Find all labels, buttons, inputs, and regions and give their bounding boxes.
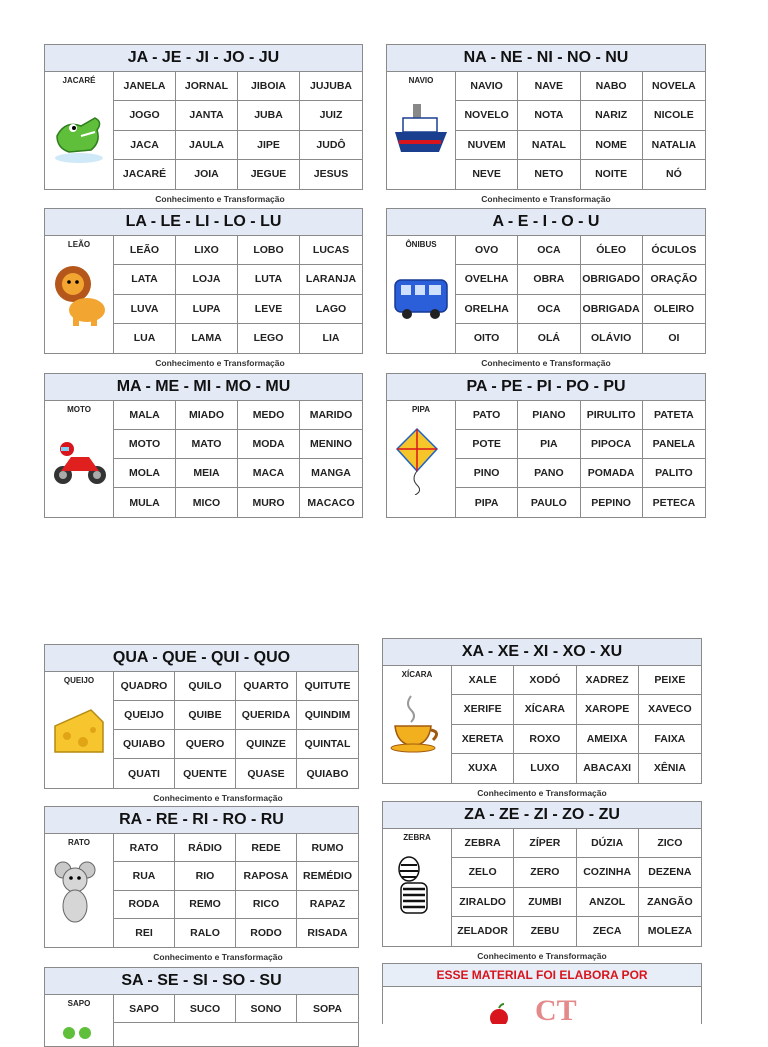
word-cell: LUPA (176, 295, 238, 324)
lion-icon (51, 260, 107, 330)
mouse-icon (51, 858, 107, 928)
apple-icon (487, 1002, 511, 1024)
crocodile-icon (51, 96, 107, 166)
word-cell: NOVELA (643, 72, 705, 101)
word-cell: POMADA (581, 459, 643, 488)
word-cell: LARANJA (300, 265, 362, 294)
word-cell: NEVE (456, 160, 518, 189)
word-cell: RODO (236, 919, 297, 947)
word-cell: JUJUBA (300, 72, 362, 101)
syllable-card-vowels (386, 208, 706, 354)
word-cell: XADREZ (577, 666, 639, 695)
word-cell: LEVE (238, 295, 300, 324)
word-cell: XUXA (452, 754, 514, 783)
word-cell: RICO (236, 891, 297, 919)
word-cell: NAVE (518, 72, 580, 101)
picture-panel (45, 995, 114, 1046)
word-cell: PANELA (643, 430, 705, 459)
word-cell: ZEBU (514, 917, 576, 946)
word-cell: PATETA (643, 401, 705, 430)
word-cell: PATO (456, 401, 518, 430)
card-title: NA - NE - NI - NO - NU (387, 45, 705, 72)
word-cell: PIRULITO (581, 401, 643, 430)
word-cell: LUA (114, 324, 176, 353)
card-title: PA - PE - PI - PO - PU (387, 374, 705, 401)
word-cell: LATA (114, 265, 176, 294)
ship-icon (393, 96, 449, 166)
picture-label: JACARÉ (62, 76, 96, 85)
word-cell: QUITUTE (297, 672, 358, 701)
picture-label: ÔNIBUS (405, 240, 437, 249)
word-cell: XERETA (452, 725, 514, 754)
word-cell: PEPINO (581, 488, 643, 517)
word-cell: QUIABO (114, 730, 175, 759)
word-cell: LAMA (176, 324, 238, 353)
picture-panel (387, 236, 456, 353)
word-cell: COZINHA (577, 858, 639, 887)
word-cell: MODA (238, 430, 300, 459)
word-cell: NUVEM (456, 131, 518, 160)
word-cell: OLEIRO (643, 295, 705, 324)
word-cell: ROXO (514, 725, 576, 754)
picture-label: PIPA (411, 405, 431, 414)
word-cell: QUERIDA (236, 701, 297, 730)
word-cell: REMÉDIO (297, 862, 358, 890)
word-cell: SOPA (297, 995, 358, 1023)
word-cell: MARIDO (300, 401, 362, 430)
word-cell: NARIZ (581, 101, 643, 130)
word-cell: JAULA (176, 131, 238, 160)
word-cell: RUA (114, 862, 175, 890)
word-cell: POTE (456, 430, 518, 459)
word-cell: ZECA (577, 917, 639, 946)
word-cell: QUILO (175, 672, 236, 701)
word-cell: PEIXE (639, 666, 701, 695)
picture-label: NAVIO (408, 76, 434, 85)
word-cell: SONO (236, 995, 297, 1023)
teacup-icon (389, 690, 445, 760)
card-footer: Conhecimento e Transformação (481, 358, 611, 368)
word-cell: ABACAXI (577, 754, 639, 783)
word-cell: LUVA (114, 295, 176, 324)
word-cell: XÍCARA (514, 695, 576, 724)
word-cell: OVO (456, 236, 518, 265)
word-cell: NOVELO (456, 101, 518, 130)
word-cell: LOJA (176, 265, 238, 294)
word-cell: MIADO (176, 401, 238, 430)
word-cell: PIPA (456, 488, 518, 517)
word-cell: RUMO (297, 834, 358, 862)
card-title: XA - XE - XI - XO - XU (383, 639, 701, 666)
word-cell: JUIZ (300, 101, 362, 130)
word-cell: NATALIA (643, 131, 705, 160)
syllable-card-qua (44, 644, 359, 789)
word-cell: QUENTE (175, 759, 236, 788)
picture-label: SAPO (67, 999, 91, 1008)
word-cell: ZERO (514, 858, 576, 887)
word-cell: LAGO (300, 295, 362, 324)
card-title: A - E - I - O - U (387, 209, 705, 236)
word-cell: LEÃO (114, 236, 176, 265)
word-cell: RÁDIO (175, 834, 236, 862)
card-footer: Conhecimento e Transformação (153, 952, 283, 962)
picture-label: RATO (68, 838, 90, 847)
word-cell: QUINTAL (297, 730, 358, 759)
picture-panel (387, 72, 456, 189)
word-cell: MENINO (300, 430, 362, 459)
kite-icon (393, 425, 449, 495)
word-cell: PALITO (643, 459, 705, 488)
word-cell: QUARTO (236, 672, 297, 701)
picture-panel (45, 672, 114, 788)
picture-label: MOTO (67, 405, 91, 414)
word-cell: RIO (175, 862, 236, 890)
word-cell: MACA (238, 459, 300, 488)
word-cell: OBRA (518, 265, 580, 294)
word-grid (456, 72, 705, 189)
syllable-card-ja (44, 44, 363, 190)
word-grid (452, 829, 701, 946)
word-cell: MOTO (114, 430, 176, 459)
picture-label: XÍCARA (401, 670, 433, 679)
word-cell: XAROPE (577, 695, 639, 724)
word-cell: NABO (581, 72, 643, 101)
card-title: QUA - QUE - QUI - QUO (45, 645, 358, 672)
banner-title: ESSE MATERIAL FOI ELABORA POR (383, 964, 701, 987)
word-cell: PANO (518, 459, 580, 488)
word-cell: MACACO (307, 496, 355, 509)
word-cell: XAVECO (639, 695, 701, 724)
word-cell: MOLEZA (647, 925, 693, 938)
word-cell: MICO (176, 488, 238, 517)
cheese-icon (51, 696, 107, 766)
word-cell: REI (114, 919, 175, 947)
word-cell: JESUS (313, 168, 349, 181)
word-cell: ORAÇÃO (643, 265, 705, 294)
syllable-card-xa (382, 638, 702, 784)
picture-label: QUEIJO (63, 676, 95, 685)
word-grid (114, 401, 362, 517)
motorcycle-icon (51, 425, 107, 495)
word-cell: ZANGÃO (639, 888, 701, 917)
card-title: RA - RE - RI - RO - RU (45, 807, 358, 834)
word-cell: OCA (518, 236, 580, 265)
word-cell: RATO (114, 834, 175, 862)
word-cell: JIBOIA (238, 72, 300, 101)
word-grid (456, 401, 705, 517)
word-cell: ÓLEO (581, 236, 643, 265)
word-cell: NOITE (581, 160, 643, 189)
word-cell: NATAL (518, 131, 580, 160)
picture-panel (45, 401, 114, 517)
syllable-card-pa (386, 373, 706, 518)
word-cell: ORELHA (456, 295, 518, 324)
word-cell: LIA (322, 332, 340, 345)
syllable-card-ma (44, 373, 363, 518)
word-cell: RISADA (307, 926, 348, 939)
word-cell: RAPOSA (236, 862, 297, 890)
word-cell: MULA (114, 488, 176, 517)
frog-icon (51, 1015, 107, 1045)
syllable-card-na (386, 44, 706, 190)
word-cell: XALE (452, 666, 514, 695)
word-cell: JUBA (238, 101, 300, 130)
word-grid (114, 72, 362, 189)
word-cell: QUATI (114, 759, 175, 788)
word-cell: ZELO (452, 858, 514, 887)
word-cell: RAPAZ (297, 891, 358, 919)
word-cell: NOME (581, 131, 643, 160)
word-cell: LUXO (514, 754, 576, 783)
picture-label: ZEBRA (403, 833, 431, 842)
word-cell: QUINDIM (297, 701, 358, 730)
word-cell: MALA (114, 401, 176, 430)
word-grid (452, 666, 701, 783)
banner-logo: CT (535, 994, 577, 1024)
picture-panel (45, 72, 114, 189)
card-footer: Conhecimento e Transformação (155, 358, 285, 368)
word-cell: ZUMBI (514, 888, 576, 917)
picture-panel (383, 829, 452, 946)
card-footer: Conhecimento e Transformação (481, 194, 611, 204)
word-cell: LOBO (238, 236, 300, 265)
word-cell: REMO (175, 891, 236, 919)
word-cell: JORNAL (176, 72, 238, 101)
word-cell: PIA (518, 430, 580, 459)
word-cell: PINO (456, 459, 518, 488)
word-cell: MEIA (176, 459, 238, 488)
word-cell: NÓ (666, 168, 682, 181)
word-grid (114, 834, 358, 947)
picture-panel (383, 666, 452, 783)
word-cell: OBRIGADA (581, 295, 643, 324)
word-cell: QUIABO (306, 767, 349, 780)
word-cell: JEGUE (238, 160, 300, 189)
word-cell: ÓCULOS (643, 236, 705, 265)
picture-label: LEÃO (67, 240, 91, 249)
word-cell: ZELADOR (452, 917, 514, 946)
word-cell: OBRIGADO (581, 265, 643, 294)
word-cell: XÊNIA (653, 762, 686, 775)
word-cell: RODA (114, 891, 175, 919)
card-title: SA - SE - SI - SO - SU (45, 968, 358, 995)
word-grid (114, 672, 358, 788)
card-title: LA - LE - LI - LO - LU (45, 209, 362, 236)
word-cell: QUEIJO (114, 701, 175, 730)
word-cell: JANELA (114, 72, 176, 101)
word-cell: NAVIO (456, 72, 518, 101)
word-cell: RALO (175, 919, 236, 947)
word-cell: ZIRALDO (452, 888, 514, 917)
word-cell: LUTA (238, 265, 300, 294)
word-cell: PETECA (652, 496, 696, 509)
word-cell: FAIXA (639, 725, 701, 754)
word-cell: REDE (236, 834, 297, 862)
word-cell: NOTA (518, 101, 580, 130)
card-title: JA - JE - JI - JO - JU (45, 45, 362, 72)
word-cell: NETO (518, 160, 580, 189)
word-cell: ZICO (639, 829, 701, 858)
word-cell: LUCAS (300, 236, 362, 265)
word-cell: JUDÔ (300, 131, 362, 160)
word-cell: OCA (518, 295, 580, 324)
word-cell: ANZOL (577, 888, 639, 917)
syllable-card-la (44, 208, 363, 354)
syllable-card-sa (44, 967, 359, 1047)
word-cell: OITO (456, 324, 518, 353)
author-banner (382, 963, 702, 1024)
word-cell: OLÁVIO (581, 324, 643, 353)
word-grid (114, 236, 362, 353)
word-cell: JOIA (176, 160, 238, 189)
word-grid (456, 236, 705, 353)
word-cell: MURO (238, 488, 300, 517)
card-footer: Conhecimento e Transformação (477, 951, 607, 961)
word-cell: MEDO (238, 401, 300, 430)
word-cell: JANTA (176, 101, 238, 130)
word-cell: OLÁ (518, 324, 580, 353)
word-cell: AMEIXA (577, 725, 639, 754)
card-footer: Conhecimento e Transformação (153, 793, 283, 803)
picture-panel (45, 236, 114, 353)
word-cell: QUADRO (114, 672, 175, 701)
word-grid (114, 995, 358, 1046)
word-cell: JACARÉ (114, 160, 176, 189)
word-cell: JACA (114, 131, 176, 160)
picture-panel (387, 401, 456, 517)
word-cell: MANGA (300, 459, 362, 488)
word-cell: SUCO (175, 995, 236, 1023)
zebra-icon (389, 853, 445, 923)
word-cell: LEGO (238, 324, 300, 353)
word-cell: ZÍPER (514, 829, 576, 858)
word-cell: JIPE (238, 131, 300, 160)
word-cell: DÚZIA (577, 829, 639, 858)
card-title: MA - ME - MI - MO - MU (45, 374, 362, 401)
word-cell: OVELHA (456, 265, 518, 294)
word-cell: NICOLE (643, 101, 705, 130)
card-title: ZA - ZE - ZI - ZO - ZU (383, 802, 701, 829)
word-cell: JOGO (114, 101, 176, 130)
word-cell: PIANO (518, 401, 580, 430)
word-cell: PIPOCA (581, 430, 643, 459)
syllable-card-za (382, 801, 702, 947)
word-cell: ZEBRA (452, 829, 514, 858)
word-cell: QUASE (236, 759, 297, 788)
word-cell: QUERO (175, 730, 236, 759)
word-cell: MOLA (114, 459, 176, 488)
bus-icon (393, 260, 449, 330)
word-cell: QUIBE (175, 701, 236, 730)
card-footer: Conhecimento e Transformação (477, 788, 607, 798)
picture-panel (45, 834, 114, 947)
word-cell: PAULO (518, 488, 580, 517)
word-cell: LIXO (176, 236, 238, 265)
card-footer: Conhecimento e Transformação (155, 194, 285, 204)
word-cell: QUINZE (236, 730, 297, 759)
word-cell: SAPO (114, 995, 175, 1023)
word-cell: OI (668, 332, 680, 345)
word-cell: DEZENA (639, 858, 701, 887)
word-cell: MATO (176, 430, 238, 459)
word-cell: XERIFE (452, 695, 514, 724)
word-cell: XODÓ (514, 666, 576, 695)
syllable-card-ra (44, 806, 359, 948)
